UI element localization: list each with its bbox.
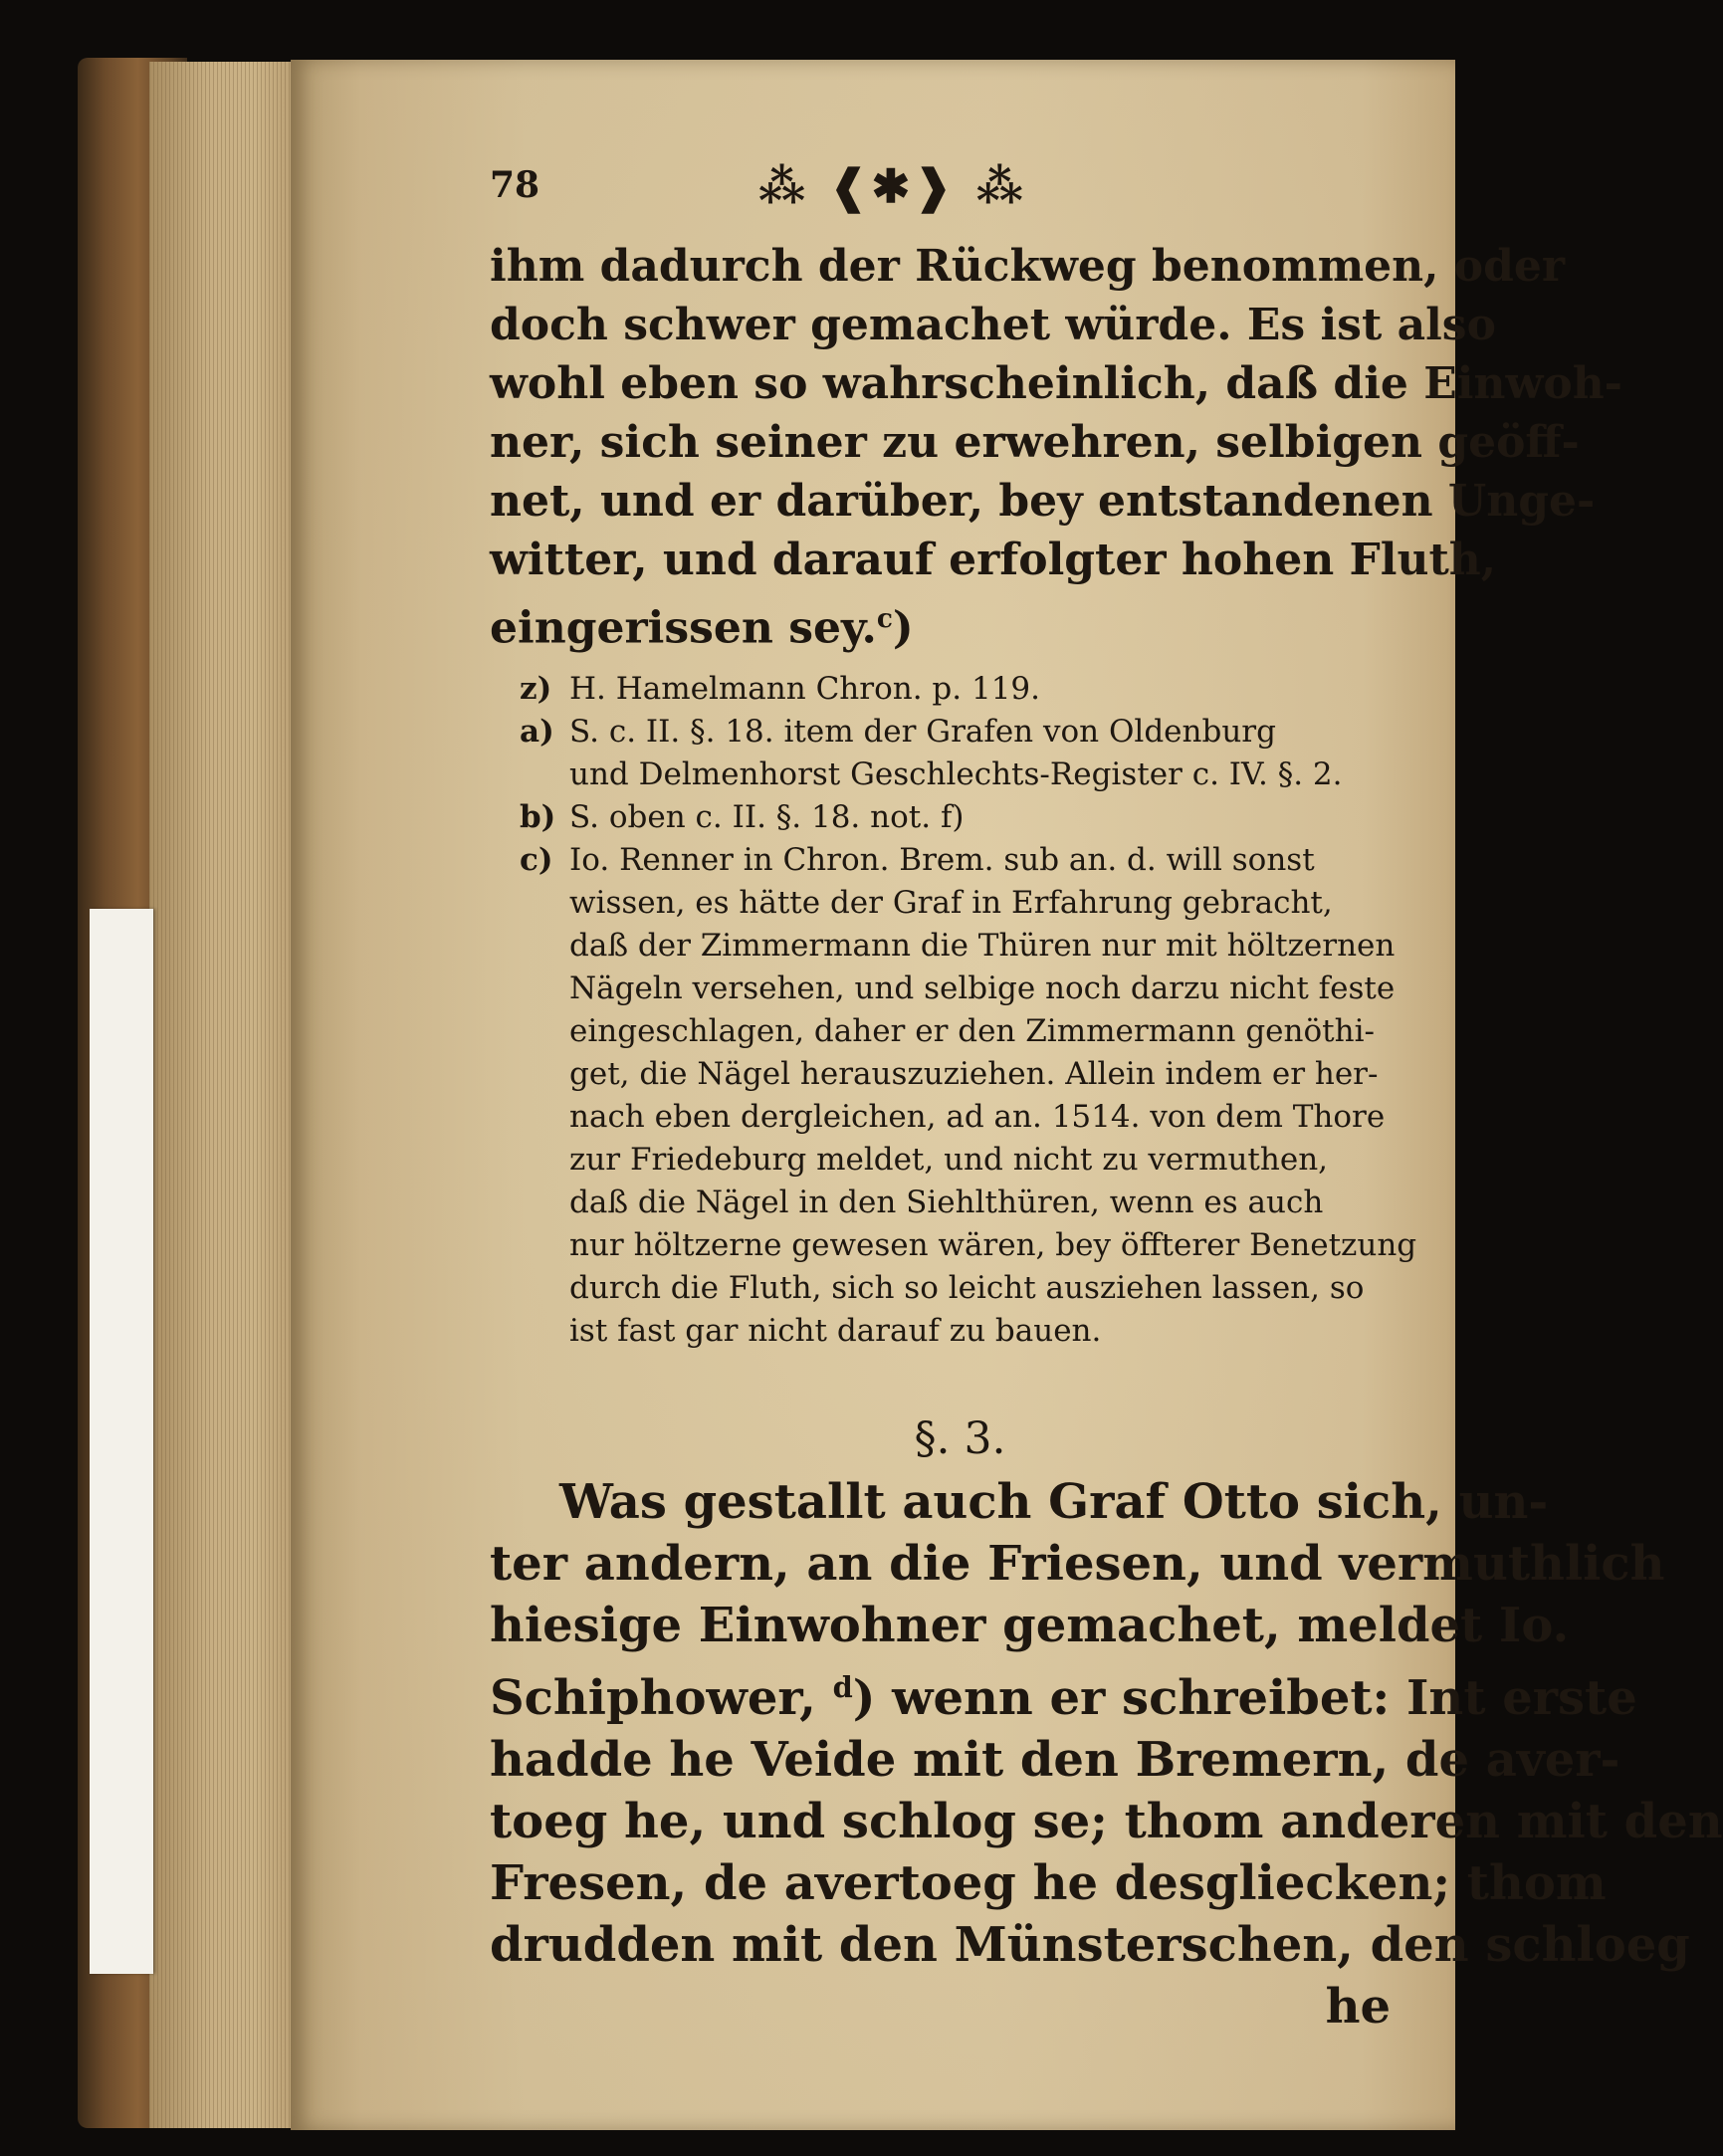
- footnote-b: [490, 796, 1391, 839]
- section-line: hiesige Einwohner gemachet, meldet Io.: [490, 1597, 1570, 1653]
- main-line: wohl eben so wahrscheinlich, daß die Einwoh-: [490, 358, 1622, 409]
- footnote-z: [490, 668, 1391, 711]
- paper-strip: [90, 909, 153, 1974]
- section-line: ter andern, an die Friesen, und vermuthlich: [490, 1535, 1665, 1592]
- footnote-text: und Delmenhorst Geschlechts-Register c. IV. §. 2.: [569, 755, 1343, 792]
- footnote-text: wissen, es hätte der Graf in Erfahrung gebracht,: [569, 884, 1333, 921]
- main-line-last: [490, 589, 1391, 658]
- section-line-pre: Schiphower,: [490, 1669, 833, 1726]
- footnote-label: c): [520, 841, 553, 878]
- main-line: doch schwer gemachet würde. Es ist also: [490, 300, 1496, 350]
- footnote-text: get, die Nägel herauszuziehen. Allein indem er her-: [569, 1055, 1379, 1092]
- section-paragraph: [490, 1471, 1723, 2038]
- section-heading: §. 3.: [914, 1412, 1006, 1464]
- section-line: Was gestallt auch Graf Otto sich, un-: [559, 1473, 1549, 1530]
- section-line-post: ) wenn er schreibet: Int erste: [852, 1669, 1637, 1726]
- footnote-text: nur höltzerne gewesen wären, bey öffterer Benetzung: [569, 1226, 1417, 1263]
- section-line: toeg he, und schlog se; thom anderen mit den: [490, 1793, 1723, 1849]
- footnote-ref-c: c: [876, 603, 893, 634]
- section-line: Fresen, de avertoeg he desgliecken; thom: [490, 1854, 1607, 1911]
- footnote-ref-d: d: [832, 1669, 853, 1704]
- catchword: he: [1325, 1978, 1391, 2035]
- footnote-label: z): [520, 670, 552, 707]
- footnote-text: durch die Fluth, sich so leicht ausziehen lassen, so: [569, 1269, 1365, 1306]
- header-ornament: ⁂ ❰✱❱ ⁂: [758, 159, 1027, 213]
- footnote-text: S. c. II. §. 18. item der Grafen von Oldenburg: [569, 713, 1276, 750]
- page-header: [490, 159, 1391, 229]
- section-line: drudden mit den Münsterschen, den schloeg: [490, 1916, 1690, 1973]
- section-line: hadde he Veide mit den Bremern, de aver-: [490, 1731, 1620, 1788]
- page-edges: [149, 62, 299, 2128]
- main-line: net, und er darüber, bey entstandenen Unge-: [490, 476, 1596, 527]
- main-line: witter, und darauf erfolgter hohen Fluth,: [490, 535, 1497, 585]
- footnote-text: ist fast gar nicht darauf zu bauen.: [569, 1312, 1102, 1349]
- footnote-text: Nägeln versehen, und selbige noch darzu nicht feste: [569, 970, 1396, 1006]
- footnote-text: nach eben dergleichen, ad an. 1514. von dem Thore: [569, 1098, 1386, 1135]
- footnote-text: eingeschlagen, daher er den Zimmermann genöthi-: [569, 1012, 1375, 1049]
- footnote-label: a): [520, 713, 554, 750]
- footnote-text: Io. Renner in Chron. Brem. sub an. d. will sonst: [569, 841, 1315, 878]
- text-block: [490, 159, 1723, 2038]
- footnote-label: b): [520, 798, 556, 835]
- main-line: ihm dadurch der Rückweg benommen, oder: [490, 241, 1566, 292]
- main-paragraph: [490, 237, 1622, 658]
- footnote-text: zur Friedeburg meldet, und nicht zu vermuthen,: [569, 1141, 1329, 1178]
- book-page: [291, 60, 1723, 2130]
- main-line: ner, sich seiner zu erwehren, selbigen geöff-: [490, 417, 1580, 468]
- page-number: 78: [490, 164, 540, 206]
- footnote-text: S. oben c. II. §. 18. not. f): [569, 798, 965, 835]
- main-last-text: eingerissen sey.: [490, 602, 877, 654]
- footnote-c: [490, 839, 1391, 882]
- section-line: [490, 1656, 1637, 1729]
- footnote-a: [490, 711, 1391, 754]
- footnotes: [490, 668, 1417, 1353]
- footnote-text: H. Hamelmann Chron. p. 119.: [569, 670, 1040, 707]
- main-last-tail: ): [892, 602, 914, 654]
- footnote-text: daß die Nägel in den Siehlthüren, wenn es auch: [569, 1184, 1324, 1220]
- footnote-text: daß der Zimmermann die Thüren nur mit höltzernen: [569, 927, 1396, 964]
